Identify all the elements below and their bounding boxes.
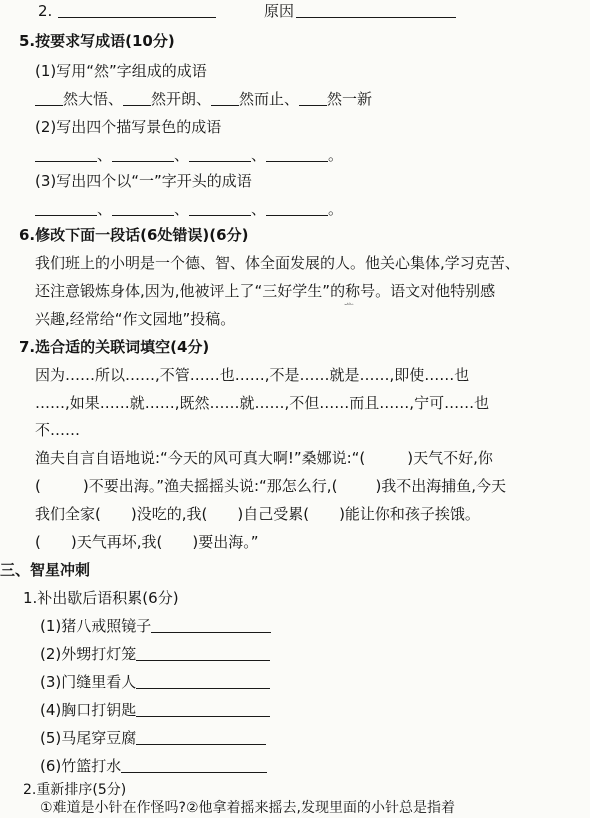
blank[interactable] xyxy=(266,200,328,216)
proverb-text: (1)猪八戒照镜子 xyxy=(40,617,152,635)
blank[interactable] xyxy=(266,146,328,162)
q5-sub2-row xyxy=(35,146,343,164)
proverb-blank[interactable] xyxy=(121,757,267,773)
q5-sub3-row xyxy=(35,200,343,218)
separator: 、 xyxy=(251,200,267,218)
separator: 、 xyxy=(251,146,267,164)
proverb-blank[interactable] xyxy=(136,729,266,745)
q7-passage-line xyxy=(35,533,258,551)
idiom-fragment: 然大悟、 xyxy=(63,90,124,108)
passage-text: ( xyxy=(35,477,41,495)
s3-q2-title: 2.重新排序(5分) xyxy=(23,782,127,798)
q7-passage-line xyxy=(35,449,493,467)
proverb-blank[interactable] xyxy=(136,673,270,689)
stray-mark: ᅭ xyxy=(344,300,354,311)
proverb-text: (3)门缝里看人 xyxy=(40,673,137,691)
proverb-item xyxy=(40,701,270,719)
blank[interactable] xyxy=(211,90,239,106)
passage-text: 渔夫自言自语地说:“今天的风可真大啊!”桑娜说:“( xyxy=(35,449,366,467)
proverb-blank[interactable] xyxy=(136,645,270,661)
reason-label: 原因 xyxy=(264,2,295,20)
passage-text: )要出海。” xyxy=(192,533,259,551)
q7-words: ……,如果……就……,既然……就……,不但……而且……,宁可……也 xyxy=(35,394,490,412)
q5-title: 5.按要求写成语(10分) xyxy=(19,32,175,50)
q5-sub2-title: (2)写出四个描写景色的成语 xyxy=(35,118,222,136)
passage-text: )我不出海捕鱼,今天 xyxy=(375,477,507,495)
passage-text: )天气再坏,我( xyxy=(70,533,163,551)
proverb-blank[interactable] xyxy=(151,617,271,633)
reason-blank[interactable] xyxy=(296,2,456,18)
q7-words: 不…… xyxy=(35,421,81,439)
proverb-text: (4)胸口打钥匙 xyxy=(40,701,137,719)
proverb-text: (5)马尾穿豆腐 xyxy=(40,729,137,747)
q5-sub1-row xyxy=(35,90,372,108)
separator: 、 xyxy=(174,200,190,218)
proverb-text: (2)外甥打灯笼 xyxy=(40,645,137,663)
passage-text: )天气不好,你 xyxy=(407,449,493,467)
blank[interactable] xyxy=(189,146,251,162)
idiom-fragment: 然一新 xyxy=(327,90,373,108)
q6-line: 我们班上的小明是一个德、智、体全面发展的人。他关心集体,学习克苦、 xyxy=(35,254,520,272)
passage-text: )没吃的,我( xyxy=(130,505,208,523)
end-mark: 。 xyxy=(328,200,344,218)
reason-row xyxy=(264,2,456,20)
q7-words: 因为……所以……,不管……也……,不是……就是……,即使……也 xyxy=(35,366,470,384)
passage-text: 我们全家( xyxy=(35,505,101,523)
reorder-line: ①难道是小针在作怪吗?②他拿着摇来摇去,发现里面的小针总是指着 xyxy=(40,800,455,816)
blank[interactable] xyxy=(299,90,327,106)
idiom-fragment: 然而止、 xyxy=(239,90,300,108)
item-2-label: 2. xyxy=(38,2,53,20)
s3-q1-title: 1.补出歇后语积累(6分) xyxy=(23,589,179,607)
idiom-fragment: 然开朗、 xyxy=(151,90,212,108)
passage-text: ( xyxy=(35,533,41,551)
blank[interactable] xyxy=(35,200,97,216)
passage-text: )自己受累( xyxy=(237,505,310,523)
item-2-row xyxy=(38,2,216,20)
answer-blank[interactable] xyxy=(58,2,216,18)
q5-sub3-title: (3)写出四个以“一”字开头的成语 xyxy=(35,172,252,190)
end-mark: 。 xyxy=(328,146,344,164)
section-3-title: 三、智星冲刺 xyxy=(0,561,91,579)
blank[interactable] xyxy=(112,200,174,216)
proverb-item xyxy=(40,645,270,663)
blank[interactable] xyxy=(189,200,251,216)
blank[interactable] xyxy=(123,90,151,106)
passage-text: )不要出海。”渔夫摇摇头说:“那怎么行,( xyxy=(82,477,338,495)
q7-title: 7.选合适的关联词填空(4分) xyxy=(19,338,210,356)
blank[interactable] xyxy=(112,146,174,162)
proverb-item xyxy=(40,729,266,747)
proverb-item xyxy=(40,617,271,635)
passage-text: )能让你和孩子挨饿。 xyxy=(339,505,480,523)
blank[interactable] xyxy=(35,146,97,162)
separator: 、 xyxy=(97,146,113,164)
q6-line: 还注意锻炼身体,因为,他被评上了“三好学生”的称号。语文对他特别感 xyxy=(35,282,496,300)
separator: 、 xyxy=(97,200,113,218)
proverb-item xyxy=(40,757,267,775)
q7-passage-line xyxy=(35,477,506,495)
separator: 、 xyxy=(174,146,190,164)
q7-passage-line xyxy=(35,505,480,523)
proverb-text: (6)竹篮打水 xyxy=(40,757,122,775)
proverb-item xyxy=(40,673,270,691)
q6-title: 6.修改下面一段话(6处错误)(6分) xyxy=(19,226,249,244)
blank[interactable] xyxy=(35,90,63,106)
q5-sub1-title: (1)写用“然”字组成的成语 xyxy=(35,62,207,80)
q6-line: 兴趣,经常给“作文园地”投稿。 xyxy=(35,310,236,328)
proverb-blank[interactable] xyxy=(136,701,270,717)
